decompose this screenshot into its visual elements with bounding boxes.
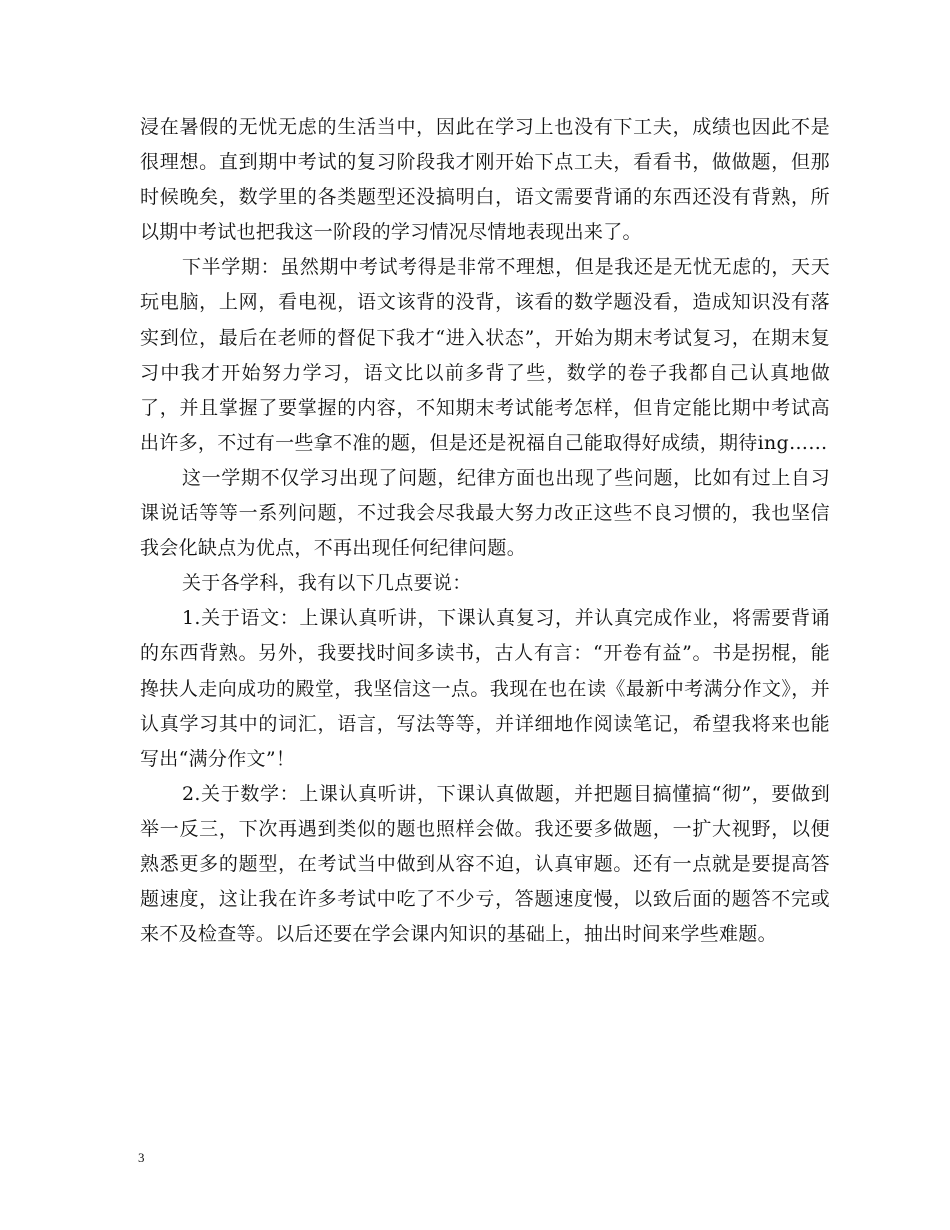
- paragraph-5: 1.关于语文：上课认真听讲，下课认真复习，并认真完成作业，将需要背诵的东西背熟。另外，我要找时间多读书，古人有言：“开卷有益”。书是拐棍，能搀扶人走向成功的殿堂，我坚信这一点。我现在也在读《最新中考满分作文》，并认真学习其中的词汇，语言，写法等等，并详细地作阅读笔记，希望我将来也能写出“满分作文”！: [140, 607, 830, 770]
- page-number: 3: [138, 1150, 145, 1165]
- paragraph-1: 浸在暑假的无忧无虑的生活当中，因此在学习上也没有下工夫，成绩也因此不是很理想。直到期中考试的复习阶段我才刚开始下点工夫，看看书，做做题，但那时候晚矣，数学里的各类题型还没搞明白，语文需要背诵的东西还没有背熟，所以期中考试也把我这一阶段的学习情况尽情地表现出来了。: [140, 116, 830, 244]
- paragraph-6: 2.关于数学：上课认真听讲，下课认真做题，并把题目搞懂搞“彻”，要做到举一反三，下次再遇到类似的题也照样会做。我还要多做题，一扩大视野，以便熟悉更多的题型，在考试当中做到从容不迫，认真审题。还有一点就是要提高答题速度，这让我在许多考试中吃了不少亏，答题速度慢，以致后面的题答不完或来不及检查等。以后还要在学会课内知识的基础上，抽出时间来学些难题。: [140, 782, 830, 946]
- body-text: [140, 110, 830, 952]
- paragraph-3: 这一学期不仅学习出现了问题，纪律方面也出现了些问题，比如有过上自习课说话等等一系列问题，不过我会尽我最大努力改正这些不良习惯的，我也坚信我会化缺点为优点，不再出现任何纪律问题。: [140, 466, 830, 560]
- paragraph-4: 关于各学科，我有以下几点要说：: [182, 572, 472, 595]
- paragraph-2: 下半学期：虽然期中考试考得是非常不理想，但是我还是无忧无虑的，天天玩电脑，上网，看电视，语文该背的没背，该看的数学题没看，造成知识没有落实到位，最后在老师的督促下我才“进入状态”，开始为期末考试复习，在期末复习中我才开始努力学习，语文比以前多背了些，数学的卷子我都自己认真地做了，并且掌握了要掌握的内容，不知期末考试能考怎样，但肯定能比期中考试高出许多，不过有一些拿不准的题，但是还是祝福自己能取得好成绩，期待ing……: [140, 256, 830, 454]
